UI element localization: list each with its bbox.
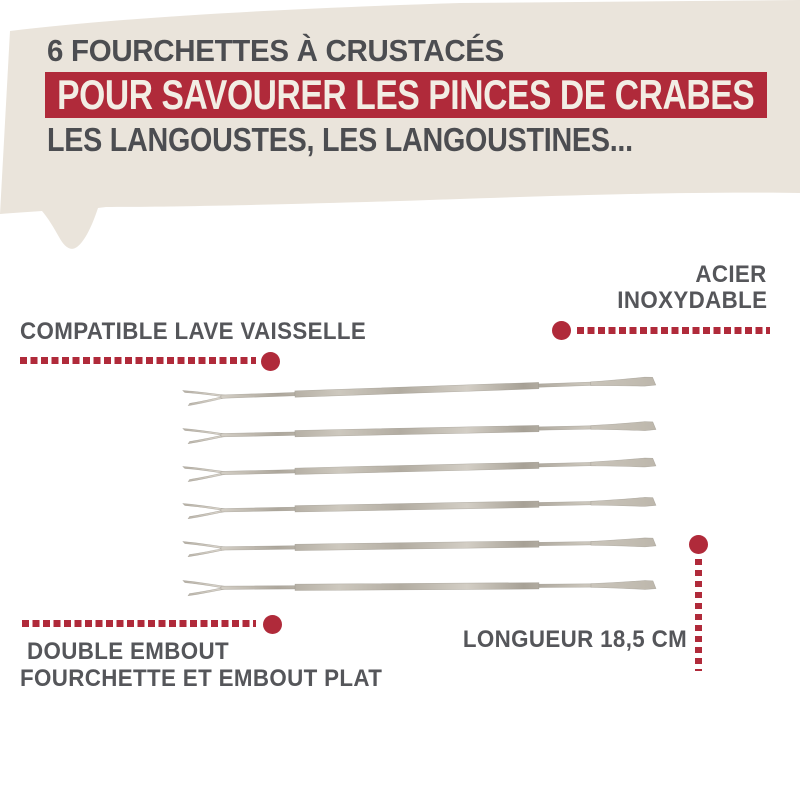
fork — [183, 419, 656, 444]
callout-tips-line1: DOUBLE EMBOUT — [27, 638, 229, 665]
fork — [183, 494, 656, 518]
callout-length-label: LONGUEUR 18,5 CM — [462, 626, 687, 653]
fork — [183, 455, 656, 482]
callout-material-line1: ACIER — [695, 261, 767, 288]
fork — [183, 535, 656, 557]
header-title-text: 6 FOURCHETTES À CRUSTACÉS — [47, 33, 505, 68]
fork — [183, 374, 656, 406]
header-subtitle-text: LES LANGOUSTES, LES LANGOUSTINES... — [47, 121, 633, 158]
callout-dishwasher-label: COMPATIBLE LAVE VAISSELLE — [20, 318, 367, 345]
callout-tips-line2: FOURCHETTE ET EMBOUT PLAT — [20, 665, 383, 692]
callout-material-line2: INOXYDABLE — [616, 287, 767, 314]
forks-group — [183, 374, 656, 596]
fork — [183, 578, 656, 596]
header-banner-text: POUR SAVOURER LES PINCES DE CRABES — [57, 71, 755, 118]
